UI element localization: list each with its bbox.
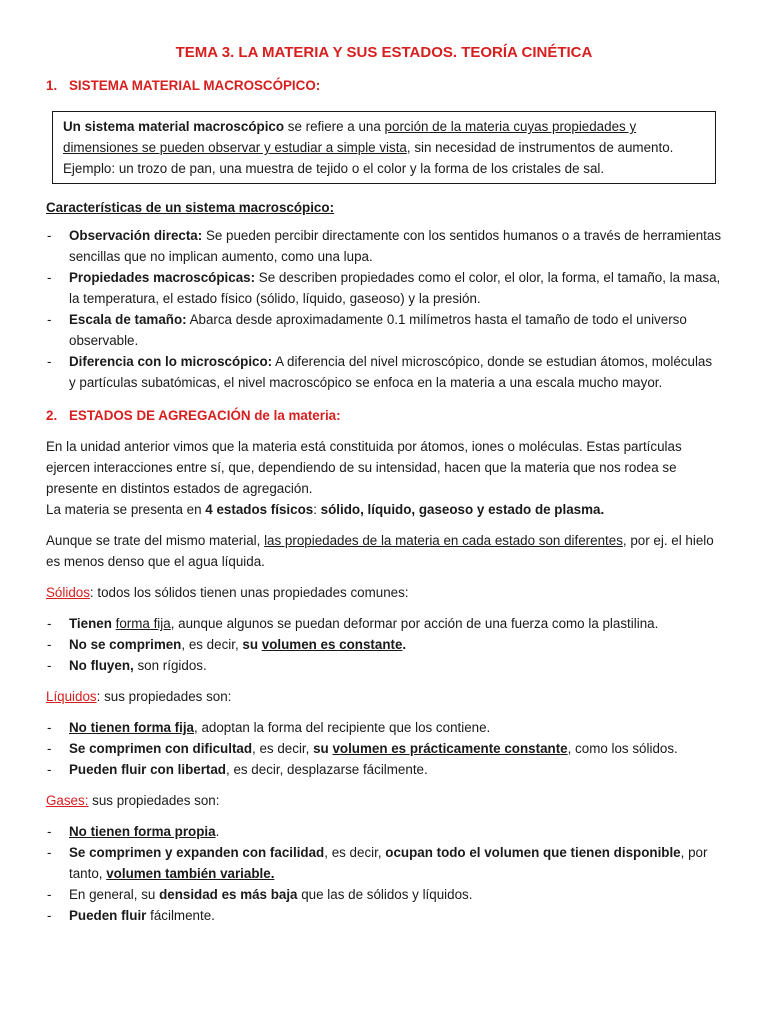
definition-term: Un sistema material macroscópico: [63, 119, 285, 134]
item-text: , es decir,: [181, 637, 243, 652]
solids-label: Sólidos: [46, 585, 90, 600]
list-item: [46, 717, 722, 738]
item-text: , aunque algunos se puedan deformar por acción de una fuerza como la plastilina.: [170, 616, 659, 631]
solids-list: [46, 613, 722, 676]
solids-intro-text: : todos los sólidos tienen unas propiedades comunes:: [89, 585, 409, 600]
list-item: [46, 842, 722, 884]
gases-list: [46, 821, 722, 926]
list-item: [46, 821, 722, 842]
item-bold-underlined: volumen es constante: [261, 637, 403, 652]
para-underlined: las propiedades de la materia en cada estado son diferentes: [264, 533, 623, 548]
section-2-intro: En la unidad anterior vimos que la materia está constituida por átomos, iones o moléculas. Estas partículas ejercen interacciones entre sí, que, dependiendo de su intensidad, hacen que la materia que nos rodea se presente en distintos estados de agregación.: [46, 439, 682, 496]
gases-label: Gases:: [46, 793, 89, 808]
list-item: [46, 884, 722, 905]
definition-box: [52, 111, 716, 184]
states-bold: sólido, líquido, gaseoso y estado de plasma.: [320, 502, 605, 517]
list-item: [46, 759, 722, 780]
list-item: [46, 905, 722, 926]
item-bold: ocupan todo el volumen que tienen disponible: [385, 845, 681, 860]
item-bold: su: [313, 741, 333, 756]
item-underlined: forma fija: [115, 616, 171, 631]
list-item: [46, 634, 722, 655]
item-text: , es decir, desplazarse fácilmente.: [226, 762, 428, 777]
item-label: Diferencia con lo microscópico:: [69, 354, 273, 369]
definition-underlined: porción de la materia cuyas propiedades y dimensiones se pueden observar y estudiar a simple vista: [63, 119, 637, 155]
list-item: [46, 225, 722, 267]
item-bold: Se comprimen con dificultad: [69, 741, 253, 756]
item-bold: .: [402, 637, 407, 652]
item-text: son rígidos.: [133, 658, 207, 673]
properties-difference-para: [46, 530, 722, 572]
item-bold-underlined: volumen es prácticamente constante: [332, 741, 568, 756]
item-text: , por tanto,: [69, 845, 708, 881]
states-bold: 4 estados físicos: [205, 502, 314, 517]
item-bold: Tienen: [69, 616, 116, 631]
characteristics-list: [46, 225, 722, 393]
item-label: Propiedades macroscópicas:: [69, 270, 256, 285]
solids-intro: [46, 582, 722, 603]
section-1-title: SISTEMA MATERIAL MACROSCÓPICO:: [69, 78, 321, 93]
item-bold: Pueden fluir con libertad: [69, 762, 226, 777]
item-text: A diferencia del nivel microscópico, donde se estudian átomos, moléculas y partículas subatómicas, el nivel macroscópico se enfoca en la materia a una escala mucho mayor.: [69, 354, 713, 390]
para-text: Aunque se trate del mismo material,: [46, 533, 265, 548]
item-bold: Pueden fluir: [69, 908, 147, 923]
item-text: , es decir,: [252, 741, 314, 756]
item-bold: No se comprimen: [69, 637, 182, 652]
item-bold: No fluyen,: [69, 658, 134, 673]
item-text: fácilmente.: [146, 908, 215, 923]
item-text: , como los sólidos.: [567, 741, 678, 756]
definition-text: [63, 116, 705, 179]
item-text: que las de sólidos y líquidos.: [297, 887, 473, 902]
characteristics-heading: Características de un sistema macroscópico:: [46, 200, 335, 215]
item-text: En general, su: [69, 887, 160, 902]
item-text: Se describen propiedades como el color, el olor, la forma, el tamaño, la masa, la temperatura, el estado físico (sólido, líquido, gaseoso) y la presión.: [69, 270, 721, 306]
list-item: [46, 655, 722, 676]
section-1-heading: [46, 75, 722, 96]
list-item: [46, 309, 722, 351]
liquids-intro: [46, 686, 722, 707]
states-text: La materia se presenta en: [46, 502, 206, 517]
list-item: [46, 613, 722, 634]
item-text: .: [215, 824, 220, 839]
definition-text-part: , sin necesidad de instrumentos de aumento. Ejemplo: un trozo de pan, una muestra de tejido o el color y la forma de los cristales de sal.: [63, 140, 674, 176]
item-text: Se pueden percibir directamente con los sentidos humanos o a través de herramientas sencillas que no implican aumento, como una lupa.: [69, 228, 722, 264]
item-bold-underlined: No tienen forma fija: [69, 720, 194, 735]
para-text: , por ej. el hielo es menos denso que el agua líquida.: [46, 533, 714, 569]
item-label: Escala de tamaño:: [69, 312, 187, 327]
liquids-list: [46, 717, 722, 780]
states-text: :: [313, 502, 321, 517]
item-bold: Se comprimen y expanden con facilidad: [69, 845, 325, 860]
section-2-heading: [46, 405, 722, 426]
item-bold: su: [242, 637, 262, 652]
item-text: Abarca desde aproximadamente 0.1 milímetros hasta el tamaño de todo el universo observable.: [69, 312, 687, 348]
item-label: Observación directa:: [69, 228, 203, 243]
item-text: , es decir,: [324, 845, 386, 860]
page-title: TEMA 3. LA MATERIA Y SUS ESTADOS. TEORÍA CINÉTICA: [175, 44, 593, 61]
section-1-number: 1.: [46, 78, 58, 93]
definition-text-part: se refiere a una: [284, 119, 385, 134]
section-2-number: 2.: [46, 408, 58, 423]
gases-intro-text: sus propiedades son:: [88, 793, 220, 808]
states-line: [46, 499, 722, 520]
list-item: [46, 267, 722, 309]
item-text: , adoptan la forma del recipiente que los contiene.: [194, 720, 491, 735]
gases-intro: [46, 790, 722, 811]
item-bold-underlined: No tienen forma propia: [69, 824, 216, 839]
section-2-title: ESTADOS DE AGREGACIÓN de la materia:: [69, 408, 341, 423]
list-item: [46, 738, 722, 759]
liquids-intro-text: : sus propiedades son:: [96, 689, 232, 704]
list-item: [46, 351, 722, 393]
liquids-label: Líquidos: [46, 689, 97, 704]
item-bold: densidad es más baja: [159, 887, 298, 902]
item-bold-underlined: volumen también variable.: [106, 866, 275, 881]
